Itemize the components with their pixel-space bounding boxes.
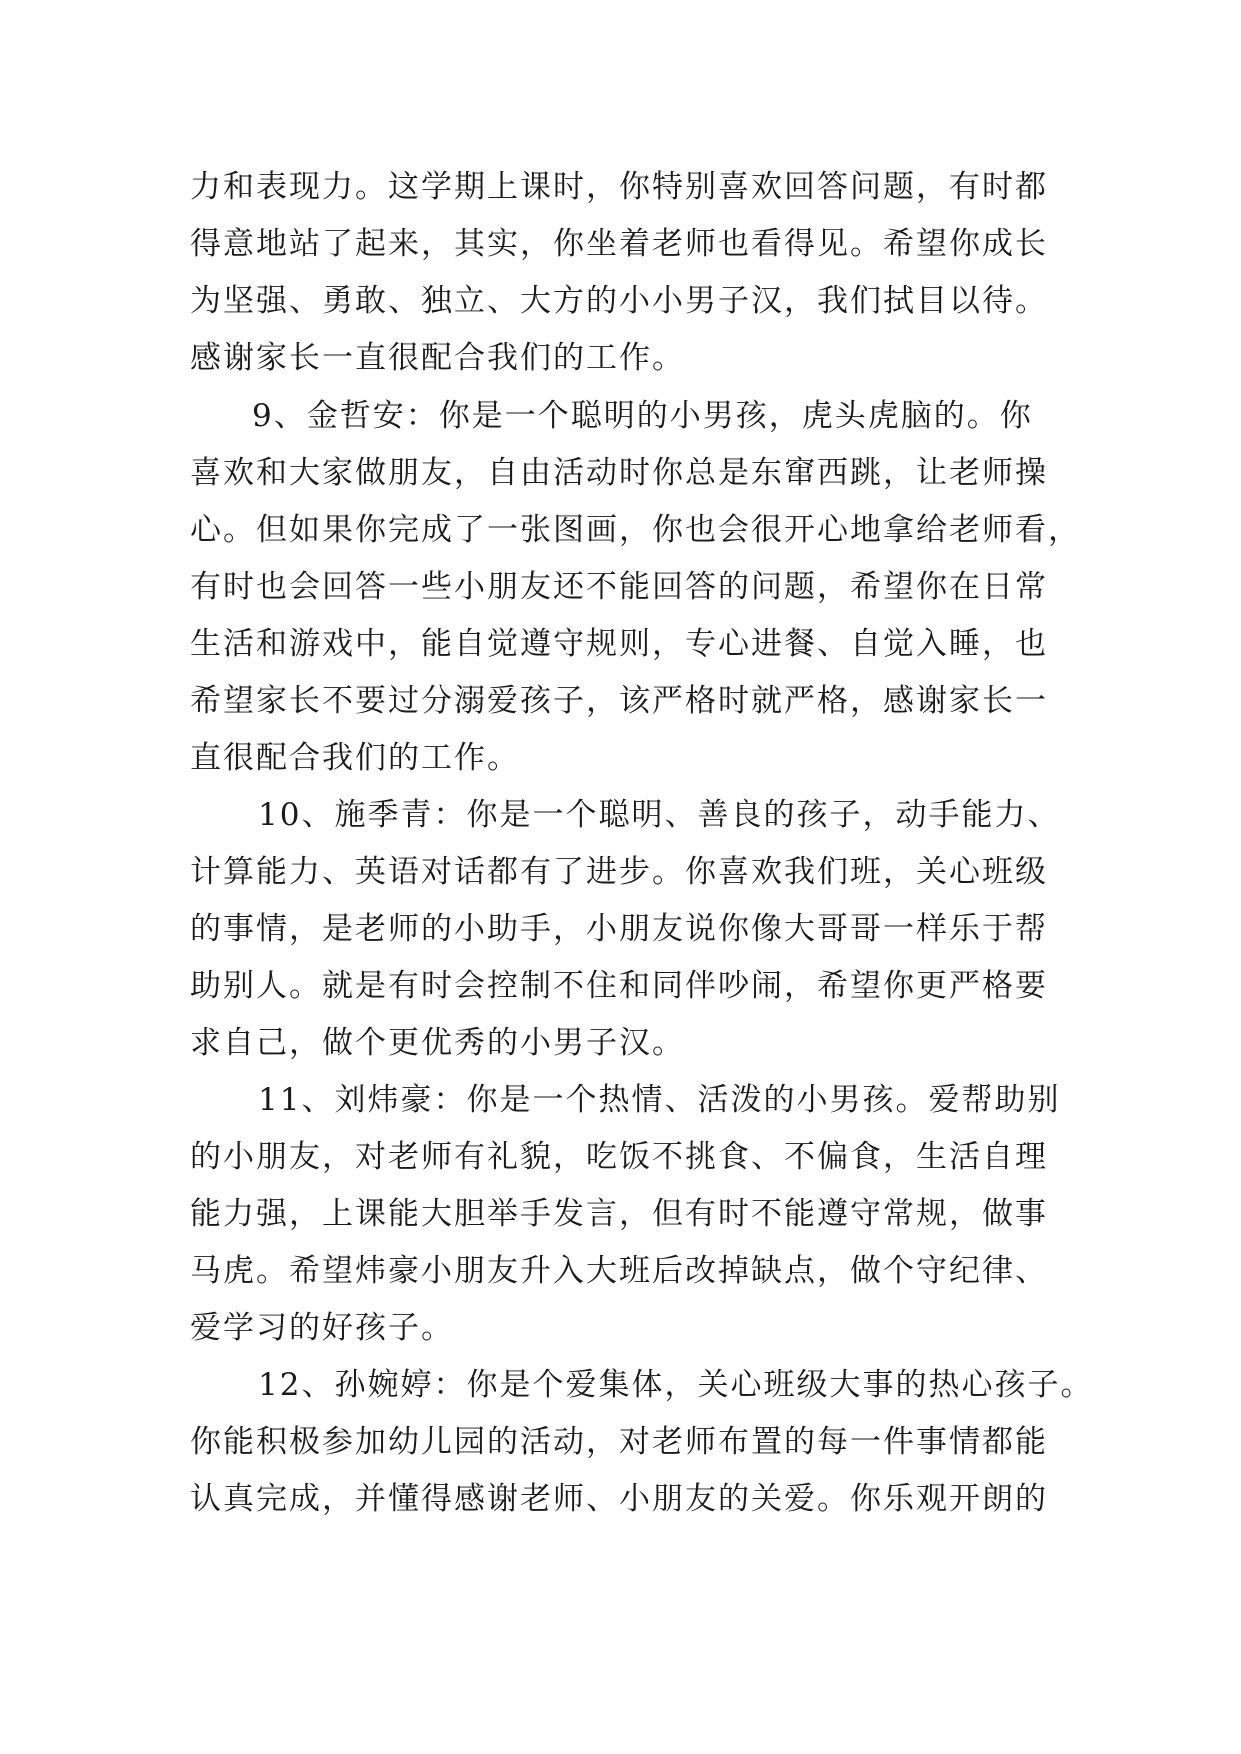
paragraph-start-9: 9、金哲安：你是一个聪明的小男孩，虎头虎脑的。你 <box>252 398 1033 434</box>
text-line: 能力强，上课能大胆举手发言，但有时不能遵守常规，做事 <box>190 1196 1048 1232</box>
text-line: 助别人。就是有时会控制不住和同伴吵闹，希望你更严格要 <box>190 968 1048 1004</box>
text-line: 得意地站了起来，其实，你坐着老师也看得见。希望你成长 <box>190 226 1048 262</box>
text-line: 爱学习的好孩子。 <box>190 1310 454 1346</box>
text-line: 计算能力、英语对话都有了进步。你喜欢我们班，关心班级 <box>190 854 1048 890</box>
text-line: 有时也会回答一些小朋友还不能回答的问题，希望你在日常 <box>190 569 1048 605</box>
paragraph-start-11: 11、刘炜豪：你是一个热情、活泼的小男孩。爱帮助别 <box>258 1082 1061 1118</box>
text-line: 马虎。希望炜豪小朋友升入大班后改掉缺点，做个守纪律、 <box>190 1253 1048 1289</box>
text-line: 的小朋友，对老师有礼貌，吃饭不挑食、不偏食，生活自理 <box>190 1139 1048 1175</box>
text-line: 认真完成，并懂得感谢老师、小朋友的关爱。你乐观开朗的 <box>190 1481 1048 1517</box>
text-line: 喜欢和大家做朋友，自由活动时你总是东窜西跳，让老师操 <box>190 455 1048 491</box>
text-line: 直很配合我们的工作。 <box>190 740 520 776</box>
text-line: 为坚强、勇敢、独立、大方的小小男子汉，我们拭目以待。 <box>190 283 1048 319</box>
text-line: 求自己，做个更优秀的小男子汉。 <box>190 1025 685 1061</box>
text-line: 心。但如果你完成了一张图画，你也会很开心地拿给老师看， <box>190 512 1081 548</box>
text-line: 的事情，是老师的小助手，小朋友说你像大哥哥一样乐于帮 <box>190 911 1048 947</box>
text-line: 力和表现力。这学期上课时，你特别喜欢回答问题，有时都 <box>190 169 1048 205</box>
text-line: 感谢家长一直很配合我们的工作。 <box>190 340 685 376</box>
text-line: 你能积极参加幼儿园的活动，对老师布置的每一件事情都能 <box>190 1424 1048 1460</box>
paragraph-start-12: 12、孙婉婷：你是个爱集体，关心班级大事的热心孩子。 <box>258 1367 1094 1403</box>
text-line: 希望家长不要过分溺爱孩子，该严格时就严格，感谢家长一 <box>190 683 1048 719</box>
paragraph-start-10: 10、施季青：你是一个聪明、善良的孩子，动手能力、 <box>258 797 1061 833</box>
text-line: 生活和游戏中，能自觉遵守规则，专心进餐、自觉入睡，也 <box>190 626 1048 662</box>
